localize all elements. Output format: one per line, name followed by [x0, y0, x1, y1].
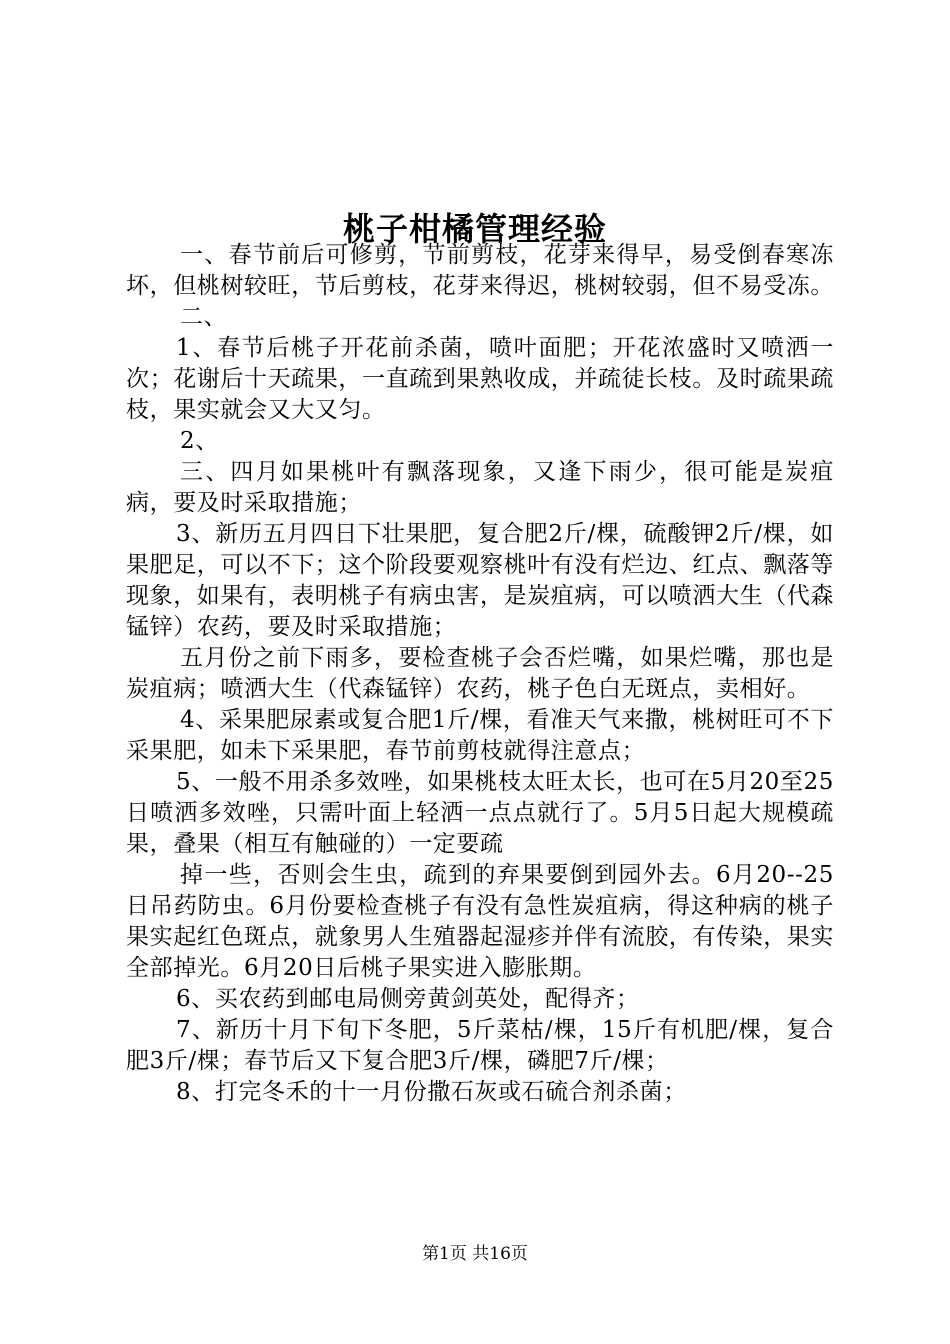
page-footer: 第1页 共16页 — [422, 1244, 528, 1264]
paragraph: 2、 — [180, 428, 219, 454]
paragraph: 一、春节前后可修剪，节前剪枝，花芽来得早，易受倒春寒冻坏，但桃树较旺，节后剪枝，花芽来得迟，桃树较弱，但不易受冻。 — [126, 242, 834, 299]
paragraph: 8、打完冬禾的十一月份撒石灰或石硫合剂杀菌； — [176, 1079, 687, 1105]
paragraph: 3、新历五月四日下壮果肥，复合肥2斤/棵，硫酸钾2斤/棵，如果肥足，可以不下；这个阶段要观察桃叶有没有烂边、红点、飘落等现象，如果有，表明桃子有病虫害，是炭疽病，可以喷洒大生（代森锰锌）农药，要及时采取措施； — [126, 521, 834, 640]
paragraph: 6、买农药到邮电局侧旁黄剑英处，配得齐； — [176, 986, 640, 1012]
document-body — [126, 240, 834, 1108]
paragraph: 5、一般不用杀多效唑，如果桃枝太旺太长，也可在5月20至25日喷洒多效唑，只需叶面上轻洒一点点就行了。5月5日起大规模疏果，叠果（相互有触碰的）一定要疏 — [126, 769, 834, 857]
paragraph: 7、新历十月下旬下冬肥，5斤菜枯/棵，15斤有机肥/棵，复合肥3斤/棵；春节后又下复合肥3斤/棵，磷肥7斤/棵； — [126, 1017, 834, 1074]
paragraph: 二、 — [180, 304, 228, 330]
paragraph: 掉一些，否则会生虫，疏到的弃果要倒到园外去。6月20--25日吊药防虫。6月份要检查桃子有没有急性炭疽病，得这种病的桃子果实起红色斑点，就象男人生殖器起湿疹并伴有流胶，有传染，果实全部掉光。6月20日后桃子果实进入膨胀期。 — [126, 862, 834, 981]
paragraph: 1、春节后桃子开花前杀菌，喷叶面肥；开花浓盛时又喷洒一次；花谢后十天疏果，一直疏到果熟收成，并疏徒长枝。及时疏果疏枝，果实就会又大又匀。 — [126, 335, 834, 423]
paragraph: 三、四月如果桃叶有飘落现象，又逢下雨少，很可能是炭疽病，要及时采取措施； — [126, 459, 834, 516]
paragraph: 4、采果肥尿素或复合肥1斤/棵，看准天气来撒，桃树旺可不下采果肥，如未下采果肥，春节前剪枝就得注意点； — [126, 707, 834, 764]
document-title: 桃子柑橘管理经验 — [342, 210, 607, 249]
paragraph: 五月份之前下雨多，要检查桃子会否烂嘴，如果烂嘴，那也是炭疽病；喷洒大生（代森锰锌）农药，桃子色白无斑点，卖相好。 — [126, 645, 834, 702]
